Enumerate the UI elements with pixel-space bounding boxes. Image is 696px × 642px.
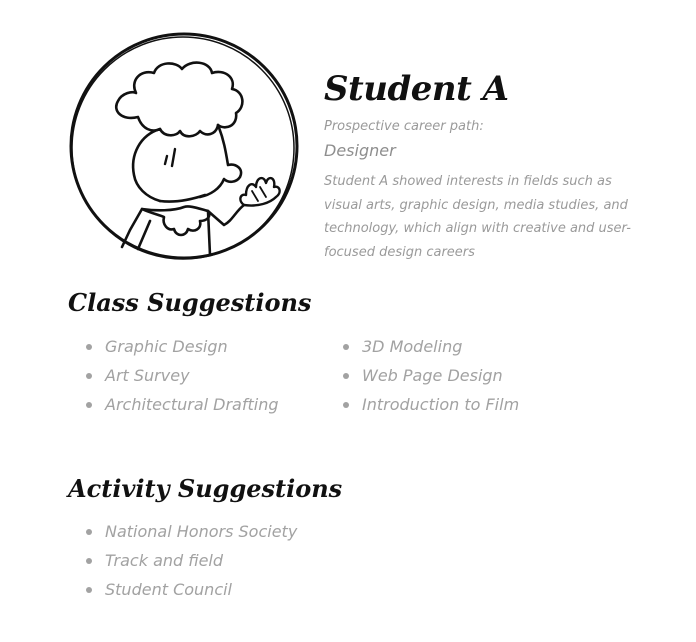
list-item: Graphic Design (86, 332, 279, 361)
student-name: Student A (324, 69, 509, 109)
bullet-icon (86, 558, 92, 564)
cartoon-student-avatar-icon (60, 25, 310, 270)
list-item: Web Page Design (343, 361, 519, 390)
interest-summary: Student A showed interests in fields such as visual arts, graphic design, media studies, and technology, which align with creative and user-focused design careers (324, 174, 631, 260)
career-path-value: Designer (324, 141, 396, 160)
class-suggestions-list-left (86, 332, 279, 419)
bullet-icon (343, 344, 349, 350)
activity-suggestions-list (86, 517, 297, 604)
list-item: Introduction to Film (343, 390, 519, 419)
bullet-icon (86, 373, 92, 379)
bullet-icon (343, 373, 349, 379)
career-path-label: Prospective career path: (324, 119, 484, 134)
activity-suggestions-title: Activity Suggestions (68, 474, 343, 503)
list-item: National Honors Society (86, 517, 297, 546)
bullet-icon (86, 529, 92, 535)
profile-info (324, 68, 644, 264)
list-item: Art Survey (86, 361, 279, 390)
bullet-icon (86, 402, 92, 408)
list-item: Student Council (86, 575, 297, 604)
bullet-icon (343, 402, 349, 408)
student-avatar (60, 25, 310, 270)
list-item: 3D Modeling (343, 332, 519, 361)
class-suggestions-list-right (343, 332, 519, 419)
list-item: Architectural Drafting (86, 390, 279, 419)
bullet-icon (86, 344, 92, 350)
class-suggestions-title: Class Suggestions (68, 288, 312, 317)
bullet-icon (86, 587, 92, 593)
list-item: Track and field (86, 546, 297, 575)
